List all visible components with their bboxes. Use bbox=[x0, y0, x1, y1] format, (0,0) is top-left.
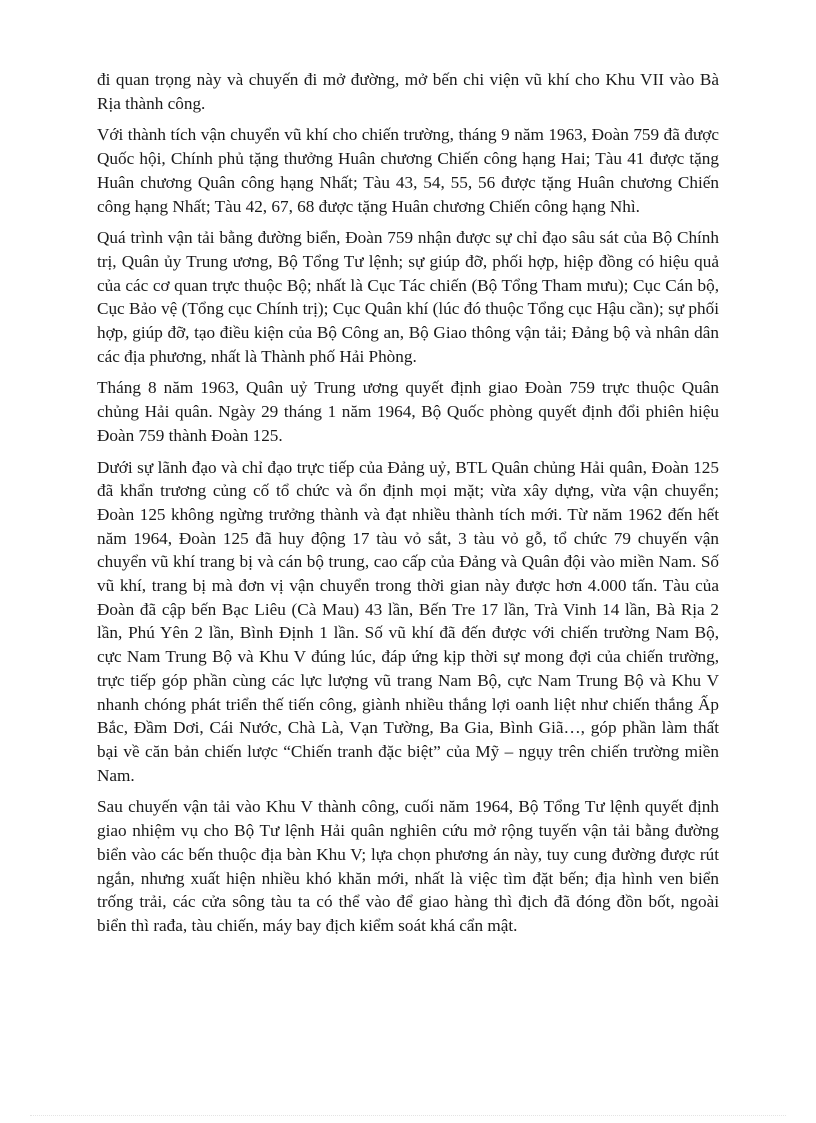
paragraph-6: Sau chuyến vận tải vào Khu V thành công, cuối năm 1964, Bộ Tổng Tư lệnh quyết định giao nhiệm vụ cho Bộ Tư lệnh Hải quân nghiên cứu mở rộng tuyến vận tải bằng đường biển vào các bến thuộc địa bàn Khu V; lựa chọn phương án này, tuy cung đường được rút ngắn, nhưng xuất hiện nhiều khó khăn mới, nhất là việc tìm đặt bến; địa hình ven biển trống trải, các cửa sông tàu ta có thể vào để giao hàng thì địch đã đóng đồn bốt, ngoài biển thì rađa, tàu chiến, máy bay địch kiểm soát khá cẩn mật. bbox=[97, 797, 719, 935]
paragraph-5: Dưới sự lãnh đạo và chỉ đạo trực tiếp của Đảng uỷ, BTL Quân chủng Hải quân, Đoàn 125 đã khẩn trương củng cố tổ chức và ổn định mọi mặt; vừa xây dựng, vừa vận chuyển; Đoàn 125 không ngừng trưởng thành và đạt nhiều thành tích mới. Từ năm 1962 đến hết năm 1964, Đoàn 125 đã huy động 17 tàu vỏ sắt, 3 tàu vỏ gỗ, tổ chức 79 chuyến vận chuyển vũ khí trang bị và cán bộ trung, cao cấp của Đảng và Quân đội vào miền Nam. Số vũ khí, trang bị mà đơn vị vận chuyển trong thời gian này được hơn 4.000 tấn. Tàu của Đoàn đã cập bến Bạc Liêu (Cà Mau) 43 lần, Bến Tre 17 lần, Trà Vinh 14 lần, Bà Rịa 2 lần, Phú Yên 2 lần, Bình Định 1 lần. Số vũ khí đã đến được với chiến trường Nam Bộ, cực Nam Trung Bộ và Khu V đúng lúc, đáp ứng kịp thời sự mong đợi của chiến trường, trực tiếp góp phần cùng các lực lượng vũ trang Nam Bộ, cực Nam Trung Bộ và Khu V nhanh chóng phát triển thế tiến công, giành nhiều thắng lợi oanh liệt như chiến thắng Ấp Bắc, Đầm Dơi, Cái Nước, Chà Là, Vạn Tường, Ba Gia, Bình Giã…, góp phần làm thất bại về căn bản chiến lược “Chiến tranh đặc biệt” của Mỹ – ngụy trên chiến trường miền Nam. bbox=[97, 457, 719, 785]
paragraph-2: Với thành tích vận chuyển vũ khí cho chiến trường, tháng 9 năm 1963, Đoàn 759 đã được Quốc hội, Chính phủ tặng thưởng Huân chương Chiến công hạng Hai; Tàu 41 được tặng Huân chương Quân công hạng Nhất; Tàu 43, 54, 55, 56 được tặng Huân chương Chiến công hạng Nhất; Tàu 42, 67, 68 được tặng Huân chương Chiến công hạng Nhì. bbox=[97, 125, 719, 216]
paragraph-4: Tháng 8 năm 1963, Quân uỷ Trung ương quyết định giao Đoàn 759 trực thuộc Quân chủng Hải quân. Ngày 29 tháng 1 năm 1964, Bộ Quốc phòng quyết định đổi phiên hiệu Đoàn 759 thành Đoàn 125. bbox=[97, 378, 719, 445]
document-body bbox=[97, 68, 719, 946]
page-bottom-divider bbox=[30, 1115, 786, 1116]
paragraph-1: đi quan trọng này và chuyến đi mở đường, mở bến chi viện vũ khí cho Khu VII vào Bà Rịa thành công. bbox=[97, 70, 719, 113]
paragraph-3: Quá trình vận tải bằng đường biển, Đoàn 759 nhận được sự chỉ đạo sâu sát của Bộ Chính trị, Quân ủy Trung ương, Bộ Tổng Tư lệnh; sự giúp đỡ, phối hợp, hiệp đồng có hiệu quả của các cơ quan trực thuộc Bộ; nhất là Cục Tác chiến (Bộ Tổng Tham mưu); Cục Cán bộ, Cục Bảo vệ (Tổng cục Chính trị); Cục Quân khí (lúc đó thuộc Tổng cục Hậu cần); sự phối hợp, giúp đỡ, tạo điều kiện của Bộ Công an, Bộ Giao thông vận tải; Đảng bộ và nhân dân các địa phương, nhất là Thành phố Hải Phòng. bbox=[97, 228, 719, 366]
